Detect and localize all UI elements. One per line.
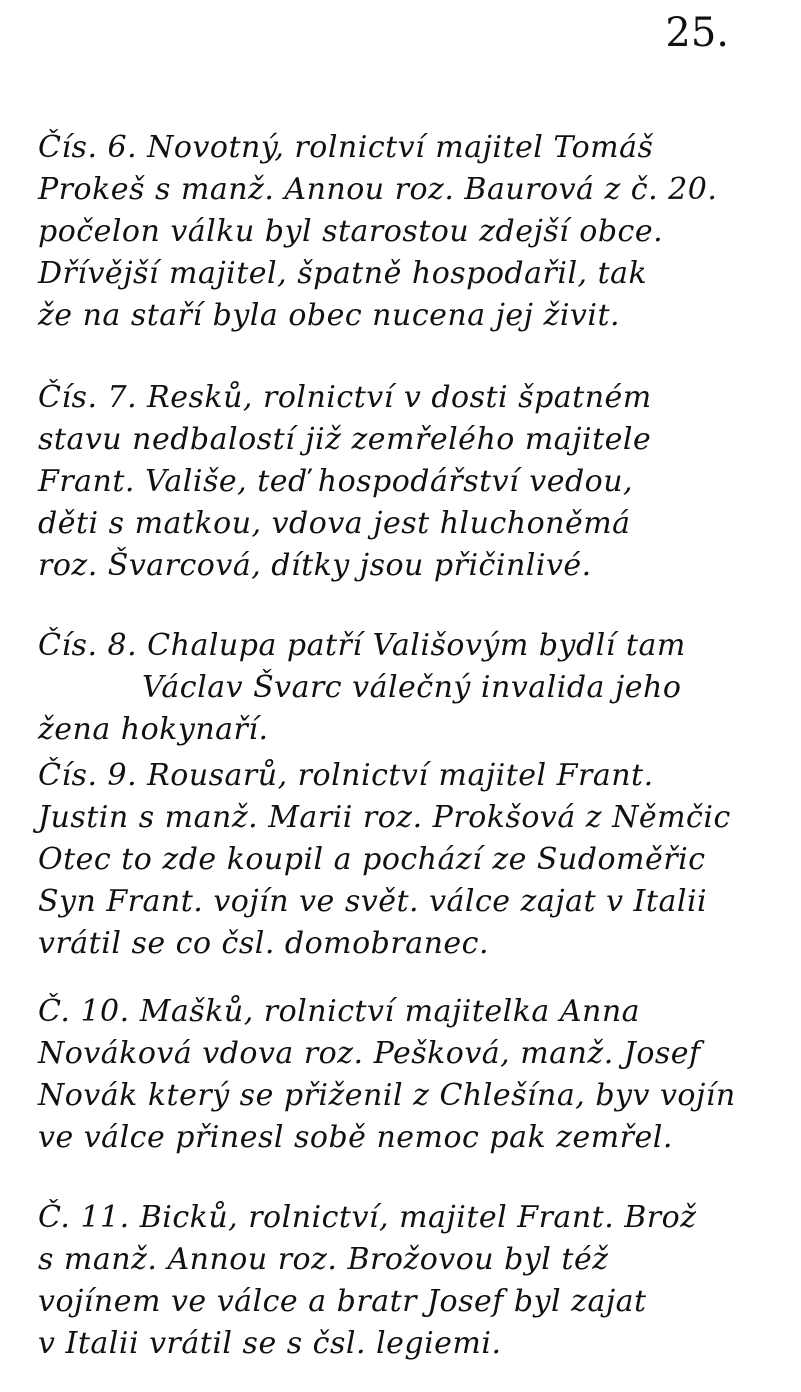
- entry-line: Čís. 6. Novotný, rolnictví majitel Tomáš: [38, 130, 654, 165]
- entry-line: že na staří byla obec nucena jej živit.: [38, 298, 621, 333]
- entry-line: vojínem ve válce a bratr Josef byl zajat: [38, 1284, 647, 1319]
- entry-line: roz. Švarcová, dítky jsou přičinlivé.: [38, 548, 592, 583]
- entry-line: Prokeš s manž. Annou roz. Baurová z č. 20.: [38, 172, 718, 207]
- entry-line: žena hokynaří.: [38, 712, 269, 747]
- entry-line: s manž. Annou roz. Brožovou byl též: [38, 1242, 609, 1277]
- entry-line: Čís. 8. Chalupa patří Vališovým bydlí tam: [38, 628, 686, 663]
- entry-line: děti s matkou, vdova jest hluchoněmá: [38, 506, 631, 541]
- entry-line: Justin s manž. Marii roz. Prokšová z Němčic: [38, 800, 731, 835]
- entry-line: Frant. Vališe, teď hospodářství vedou,: [38, 464, 634, 499]
- entry-line: Václav Švarc válečný invalida jeho: [142, 670, 682, 705]
- entry-line: Č. 11. Bicků, rolnictví, majitel Frant. Brož: [38, 1200, 697, 1235]
- entry-line: vrátil se co čsl. domobranec.: [38, 926, 490, 961]
- entry-line: Č. 10. Mašků, rolnictví majitelka Anna: [38, 994, 641, 1029]
- entry-line: Čís. 7. Resků, rolnictví v dosti špatném: [38, 380, 652, 415]
- entry-line: Syn Frant. vojín ve svět. válce zajat v Italii: [38, 884, 708, 919]
- entry-line: Otec to zde koupil a pochází ze Sudoměřic: [38, 842, 706, 877]
- entry-line: počelon válku byl starostou zdejší obce.: [38, 214, 664, 249]
- entry-line: v Italii vrátil se s čsl. legiemi.: [38, 1326, 502, 1361]
- entry-line: stavu nedbalostí již zemřelého majitele: [38, 422, 652, 457]
- entry-line: Čís. 9. Rousarů, rolnictví majitel Frant.: [38, 758, 654, 793]
- entry-line: Nováková vdova roz. Pešková, manž. Josef: [38, 1036, 701, 1071]
- entry-line: Novák který se přiženil z Chlešína, byv vojín: [38, 1078, 736, 1113]
- page-number: 25.: [665, 10, 729, 56]
- entry-line: ve válce přinesl sobě nemoc pak zemřel.: [38, 1120, 673, 1155]
- entry-line: Dřívější majitel, špatně hospodařil, tak: [38, 256, 648, 291]
